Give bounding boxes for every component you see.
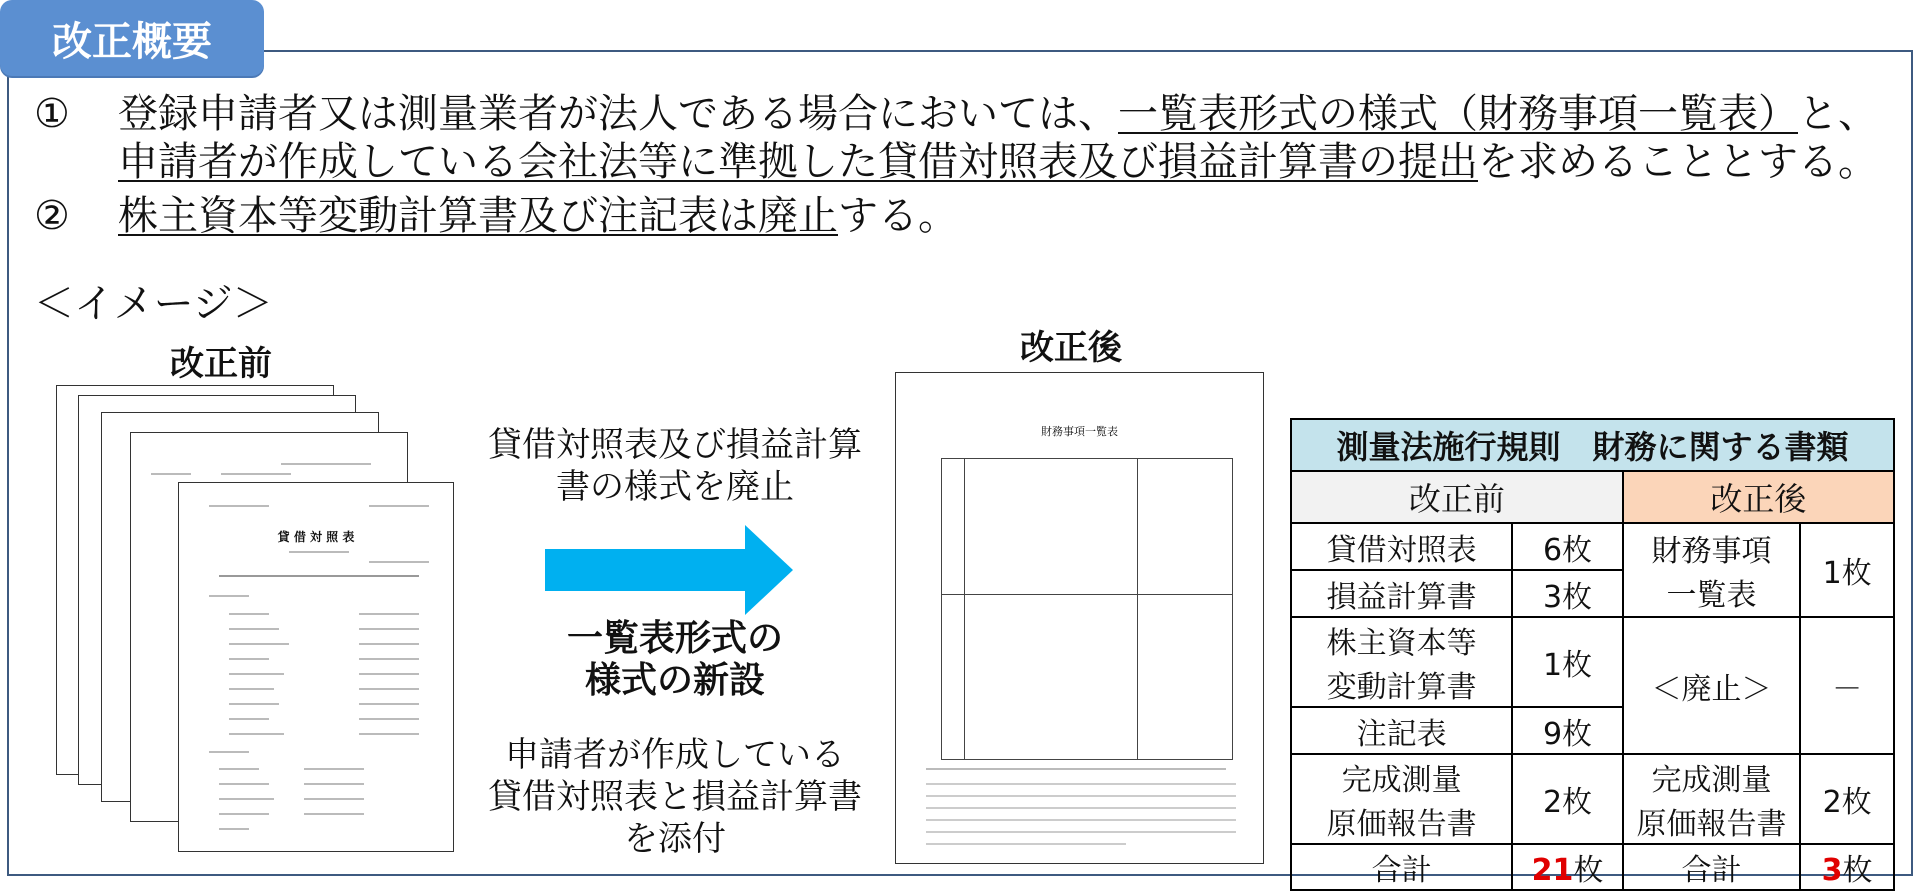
table-header-after: 改正後: [1623, 471, 1894, 523]
financial-documents-table: [1290, 418, 1895, 891]
table-cell: 1枚: [1800, 523, 1894, 617]
point-1-text-c: と、: [1798, 91, 1878, 137]
attach-text-line-2: 貸借対照表と損益計算書: [488, 777, 862, 817]
section-tab-label: 改正概要: [52, 18, 212, 65]
section-tab: [0, 0, 264, 76]
table-total-label: 合計: [1291, 844, 1512, 890]
point-2-line: [34, 192, 958, 240]
after-title: 改正後: [1020, 328, 1122, 368]
point-1-line-2-underlined: 申請者が作成している会社法等に準拠した貸借対照表及び損益計算書の提出: [118, 139, 1478, 185]
table-cell: 3枚: [1512, 570, 1623, 617]
point-1-number: ①: [34, 91, 70, 137]
table-cell: 株主資本等 変動計算書: [1291, 617, 1512, 707]
right-arrow-icon: [545, 525, 795, 615]
table-cell: 注記表: [1291, 707, 1512, 754]
image-label: ＜イメージ＞: [34, 281, 273, 327]
abolish-text-line-1: 貸借対照表及び損益計算: [488, 425, 862, 465]
table-cell: 損益計算書: [1291, 570, 1512, 617]
abolish-text-line-2: 書の様式を廃止: [556, 467, 794, 507]
table-header-before: 改正前: [1291, 471, 1623, 523]
table-cell: 2枚: [1512, 754, 1623, 844]
form-grid: [941, 458, 1233, 760]
point-2-underlined: 株主資本等変動計算書及び注記表は廃止: [118, 193, 838, 239]
table-cell: 財務事項 一覧表: [1623, 523, 1800, 617]
form-title: 財務事項一覧表: [1041, 425, 1118, 438]
table-cell: 完成測量 原価報告書: [1291, 754, 1512, 844]
abolish-text: [470, 424, 880, 508]
table-cell: 6枚: [1512, 523, 1623, 570]
attach-text: [470, 734, 880, 860]
table-cell: 貸借対照表: [1291, 523, 1512, 570]
table-cell: 9枚: [1512, 707, 1623, 754]
point-1-line-2: [118, 138, 1878, 186]
point-1-line-1: [34, 90, 1878, 138]
table-cell: ＜廃止＞: [1623, 617, 1800, 754]
balance-sheet-title: 貸 借 対 照 表: [277, 530, 355, 544]
table-cell: －: [1800, 617, 1894, 754]
new-format-text-line-2: 様式の新設: [584, 660, 765, 701]
point-1-text-a: 登録申請者又は測量業者が法人である場合においては、: [118, 91, 1118, 137]
point-2-rest: する。: [838, 193, 958, 239]
point-1-line-2-rest: を求めることとする。: [1478, 139, 1878, 185]
table-total-after-label: 合計: [1623, 844, 1800, 890]
attach-text-line-3: を添付: [624, 819, 726, 859]
table-cell: 1枚: [1512, 617, 1623, 707]
before-title: 改正前: [170, 344, 272, 384]
point-2-number: ②: [34, 193, 70, 239]
table-title: 測量法施行規則 財務に関する書類: [1291, 419, 1894, 471]
table-total-before: 21枚: [1512, 844, 1623, 890]
table-cell: 完成測量 原価報告書: [1623, 754, 1800, 844]
point-1-text-b: 一覧表形式の様式（財務事項一覧表）: [1118, 91, 1798, 137]
table-cell: 2枚: [1800, 754, 1894, 844]
new-format-text: [510, 618, 840, 702]
new-format-text-line-1: 一覧表形式の: [566, 618, 783, 659]
table-total-after: 3枚: [1800, 844, 1894, 890]
financial-items-form: [895, 372, 1264, 864]
balance-sheet-page: [178, 482, 454, 852]
attach-text-line-1: 申請者が作成している: [505, 735, 845, 775]
